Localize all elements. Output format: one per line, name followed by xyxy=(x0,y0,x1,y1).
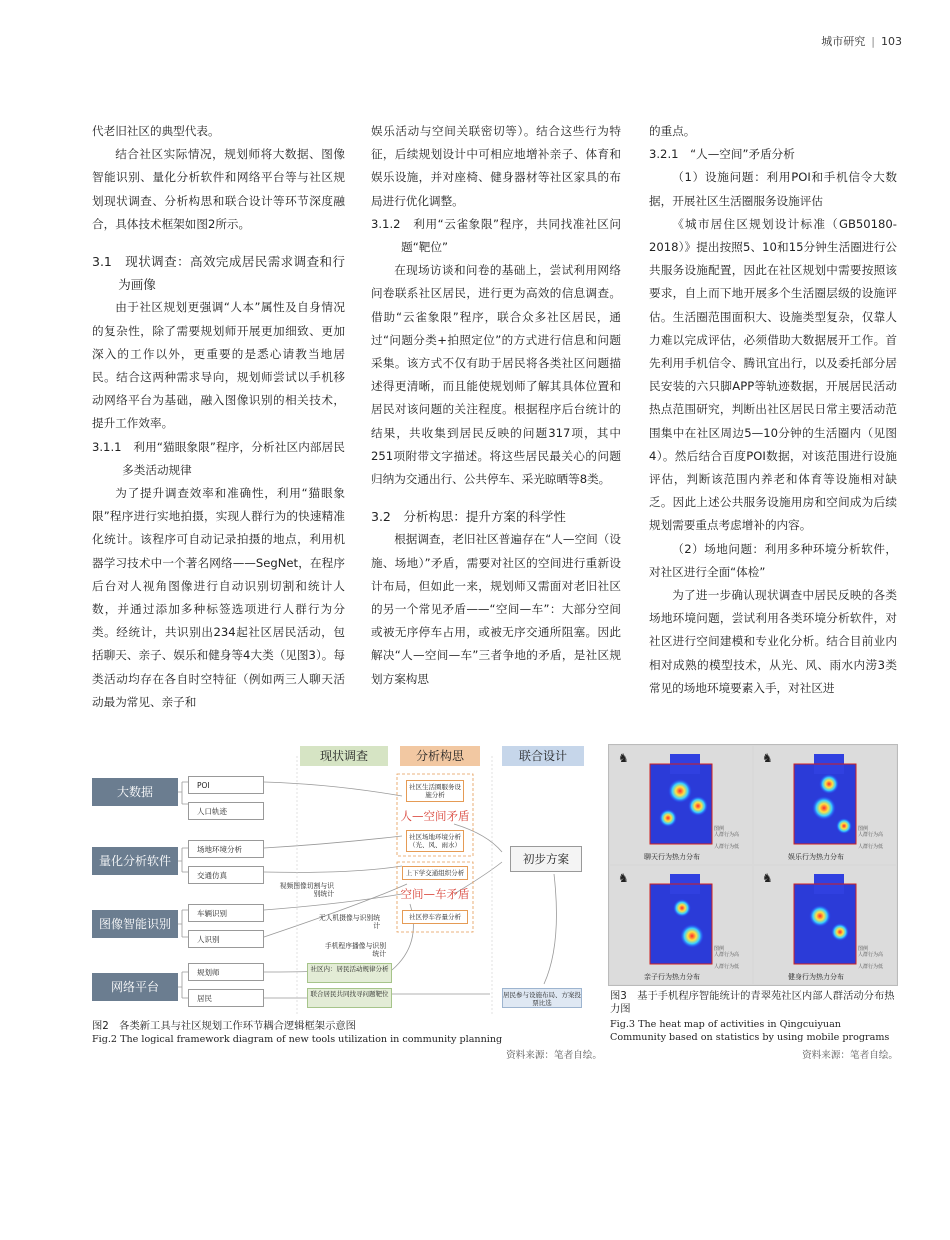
analysis-facilities: 社区生活圈服务设施分析 xyxy=(406,780,464,802)
heatmap-panel-chat xyxy=(610,746,752,864)
legend-title: 图例 xyxy=(714,826,725,832)
green-activity-analysis: 社区内：居民活动规律分析 xyxy=(307,963,392,983)
svg-text:♞: ♞ xyxy=(762,871,773,885)
svg-text:♞: ♞ xyxy=(618,871,629,885)
note-video: 视频图像切割与识别统计 xyxy=(279,882,334,898)
paragraph: 结合社区实际情况，规划师将大数据、图像智能识别、量化分析软件和网络平台等与社区规划现状调查、分析构思和联合设计等环节深度融合，具体技术框架如图2所示。 xyxy=(92,147,345,231)
legend-low: 人群行为低 xyxy=(714,844,740,850)
joint-voting: 居民参与设施布局、方案投票比选 xyxy=(502,988,582,1008)
paragraph: 为了进一步确认现状调查中居民反映的各类场地环境问题，尝试利用各类环境分析软件，对社区进行空间建模和专业化分析。结合目前业内相对成熟的模型技术，从光、风、雨水内涝3类常见的场地环境要素入手，对社区进 xyxy=(649,588,897,695)
paragraph: 《城市居住区规划设计标准（GB50180-2018）》提出按照5、10和15分钟生活圈进行公共服务设施配置，因此在社区规划中需要按照该要求，自上而下地开展多个生活圈层级的设施评估。生活圈范围面积大、设施类型复杂，仅靠人力难以完成评估，必须借助大数据展开工作。首先利用手机信令、腾讯宜出行，以及委托部分居民安装的六只脚APP等轨迹数据，开展居民活动热点范围研究，判断出社区居民日常主要活动范围集中在社区周边5—10分钟的生活圈内（见图4）。然后结合百度POI数据，对该范围进行设施评估，判断该范围内养老和体育等设施相对缺乏。因此上述公共服务设施用房和空间成为后续规划需要重点考虑增补的内容。 xyxy=(649,216,897,533)
figure-3-source: 资料来源：笔者自绘。 xyxy=(802,1050,898,1061)
legend-high: 人群行为高 xyxy=(858,952,884,958)
item-residents: 居民 xyxy=(188,989,264,1007)
svg-text:♞: ♞ xyxy=(618,751,629,765)
label-big-data: 大数据 xyxy=(92,778,178,806)
item-person-recognition: 人识别 xyxy=(188,930,264,948)
legend xyxy=(858,946,883,970)
figure-3-caption-en: Fig.3 The heat map of activities in Qingcuiyuan Community based on statistics by using mobile programs xyxy=(610,1019,890,1043)
note-mobile: 手机程序播像与识别统计 xyxy=(324,942,386,958)
legend-high: 人群行为高 xyxy=(714,832,740,838)
column-2 xyxy=(371,120,621,691)
legend-title: 图例 xyxy=(858,946,869,952)
analysis-school-traffic: 上下学交通组织分析 xyxy=(402,866,468,880)
item-site-analysis: 场地环境分析 xyxy=(188,840,264,858)
analysis-parking: 社区停车容量分析 xyxy=(402,910,468,924)
heatmap-panel-fitness xyxy=(754,866,896,984)
journal-name: 城市研究 xyxy=(821,35,866,48)
figure-2-source: 资料来源：笔者自绘。 xyxy=(506,1050,602,1061)
initial-plan: 初步方案 xyxy=(510,846,582,872)
figure-2-caption: 图2 各类新工具与社区规划工作环节耦合逻辑框架示意图 xyxy=(92,1020,356,1032)
heatmap-panel-parent-child xyxy=(610,866,752,984)
panel-title-parent-child: 亲子行为热力分布 xyxy=(644,973,700,981)
note-drone: 无人机摄像与识别统计 xyxy=(318,914,380,930)
item-population-trajectory: 人口轨迹 xyxy=(188,802,264,820)
column-1 xyxy=(92,120,345,714)
paragraph: 在现场访谈和问卷的基础上，尝试利用网络问卷联系社区居民，进行更为高效的信息调查。借助“云雀象限”程序，联合众多社区居民，通过“问题分类+拍照定位”的方式进行信息和问题采集。该方式不仅有助于居民将各类社区问题描述得更清晰，而且能使规划师了解其具体位置和居民对该问题的关注程度。根据程序后台统计的结果，共收集到居民反映的问题317项，其中251项附带文字描述。将这些居民最关心的问题归纳为交通出行、公共停车、采光晾晒等8类。 xyxy=(371,263,621,487)
panel-title-chat: 聊天行为热力分布 xyxy=(644,853,700,861)
panel-title-entertainment: 娱乐行为热力分布 xyxy=(788,853,844,861)
section-heading-3-2: 3.2 分析构思：提升方案的科学性 xyxy=(371,509,566,525)
conflict-people-space: 人—空间矛盾 xyxy=(400,809,470,823)
item-traffic-simulation: 交通仿真 xyxy=(188,866,264,884)
page-number: 103 xyxy=(881,35,902,48)
legend-high: 人群行为高 xyxy=(714,952,740,958)
label-software: 量化分析软件 xyxy=(92,847,178,875)
heatmap-panel-entertainment xyxy=(754,746,896,864)
figure-3-caption: 图3 基于手机程序智能统计的青翠苑社区内部人群活动分布热力图 xyxy=(610,990,895,1015)
paragraph: 为了提升调查效率和准确性，利用“猫眼象限”程序进行实地拍摄，实现人群行为的快速精准化统计。该程序可自动记录拍摄的地点，利用机器学习技术中一个著名网络——SegNet，在程序后台对人视角图像进行自动识别切割和统计人数，并通过添加多种标签选项进行人群行为分类。经统计，共识别出234起社区居民活动，包括聊天、亲子、娱乐和健身等4大类（见图3）。每类活动均存在各自时空特征（例如两三人聊天活动最为常见、亲子和 xyxy=(92,486,345,709)
green-joint-problem: 联合居民共同找寻问题靶位 xyxy=(307,988,392,1008)
legend-low: 人群行为低 xyxy=(858,964,884,970)
legend-high: 人群行为高 xyxy=(858,832,884,838)
legend-title: 图例 xyxy=(858,826,869,832)
section-heading-3-1-1: 3.1.1 利用“猫眼象限”程序，分析社区内部居民多类活动规律 xyxy=(92,439,345,477)
column-3 xyxy=(649,120,897,700)
legend xyxy=(858,826,883,850)
header-joint-design: 联合设计 xyxy=(502,746,584,766)
paragraph: 的重点。 xyxy=(649,124,696,138)
paragraph: （2）场地问题：利用多种环境分析软件，对社区进行全面“体检” xyxy=(649,541,897,579)
figure-2-caption-en: Fig.2 The logical framework diagram of new tools utilization in community planning xyxy=(92,1034,503,1045)
paragraph: 根据调查，老旧社区普遍存在“人—空间（设施、场地）”矛盾，需要对社区的空间进行重新设计布局，但如此一来，规划师又需面对老旧社区的另一个常见矛盾——“空间—车”：大部分空间或被无序停车占用，或被无序交通所阻塞。因此解决“人—空间—车”三者争地的矛盾，是社区规划方案构思 xyxy=(371,532,621,686)
paragraph: 由于社区规划更强调“人本”属性及自身情况的复杂性，除了需要规划师开展更加细致、更加深入的工作以外，更重要的是悉心请教当地居民。结合这两种需求导向，规划师尝试以手机移动网络平台为基础，融入图像识别的相关技术，提升工作效率。 xyxy=(92,300,345,431)
paragraph: 代老旧社区的典型代表。 xyxy=(92,124,220,138)
header-survey: 现状调查 xyxy=(300,746,388,766)
legend-low: 人群行为低 xyxy=(858,844,884,850)
label-image-recognition: 图像智能识别 xyxy=(92,910,178,938)
figure-2-framework-diagram xyxy=(92,744,602,1014)
legend-low: 人群行为低 xyxy=(714,964,740,970)
section-heading-3-1-2: 3.1.2 利用“云雀象限”程序，共同找准社区问题“靶位” xyxy=(371,216,621,255)
section-heading-3-2-1: 3.2.1 “人—空间”矛盾分析 xyxy=(649,147,795,162)
item-planner: 规划师 xyxy=(188,963,264,981)
label-network-platform: 网络平台 xyxy=(92,973,178,1001)
figure-3-heatmaps xyxy=(608,744,898,986)
panel-title-fitness: 健身行为热力分布 xyxy=(788,973,844,981)
item-vehicle-recognition: 车辆识别 xyxy=(188,904,264,922)
section-heading-3-1: 3.1 现状调查：高效完成居民需求调查和行为画像 xyxy=(92,254,345,293)
paragraph: （1）设施问题：利用POI和手机信令大数据，开展社区生活圈服务设施评估 xyxy=(649,170,897,208)
legend xyxy=(714,946,739,970)
legend-title: 图例 xyxy=(714,946,725,952)
svg-text:♞: ♞ xyxy=(762,751,773,765)
legend xyxy=(714,826,739,850)
header-analysis: 分析构思 xyxy=(400,746,480,766)
paragraph: 娱乐活动与空间关联密切等）。结合这些行为特征，后续规划设计中可相应地增补亲子、体育和娱乐设施，并对座椅、健身器材等社区家具的布局进行优化调整。 xyxy=(371,124,621,208)
item-poi: POI xyxy=(188,776,264,794)
analysis-site: 社区场地环境分析（光、风、雨水） xyxy=(406,830,464,852)
page-header: 城市研究 | 103 xyxy=(821,35,902,48)
conflict-space-car: 空间—车矛盾 xyxy=(400,887,470,901)
